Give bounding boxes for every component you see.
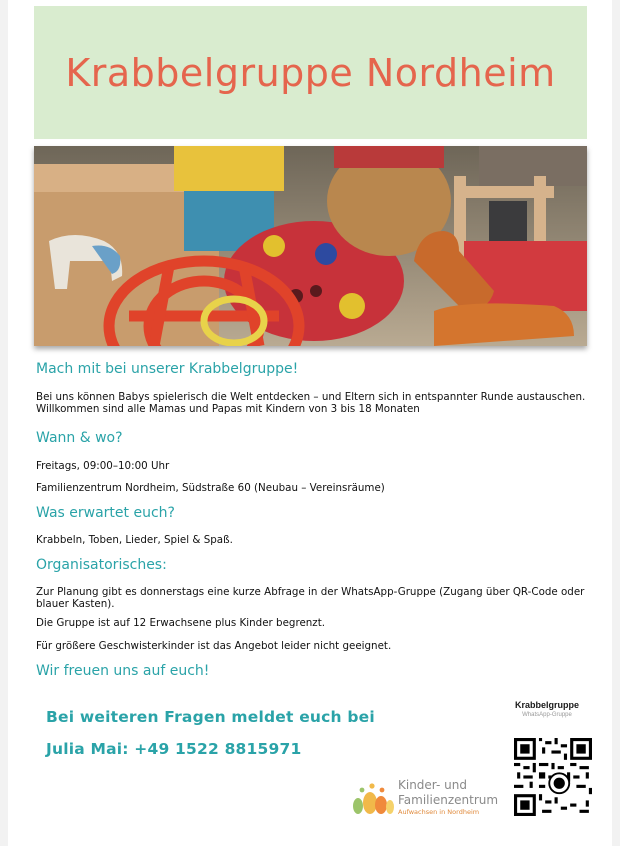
when-where-heading: Wann & wo? [36,430,123,446]
organization-heading: Organisatorisches: [36,557,167,573]
logo-line-1: Kinder- und [398,778,467,792]
flyer-page [8,0,612,846]
toys-photo [34,146,587,346]
page-title: Krabbelgruppe Nordheim [65,50,556,95]
logo-line-2: Familienzentrum [398,793,499,807]
title-banner [34,6,587,139]
intro-heading: Mach mit bei unserer Krabbelgruppe! [36,361,299,377]
closing-text: Wir freuen uns auf euch! [36,663,210,679]
expect-text: Krabbeln, Toben, Lieder, Spiel & Spaß. [36,534,233,546]
qr-title: Krabbelgruppe [514,700,579,710]
contact-phone[interactable]: Julia Mai: +49 1522 8815971 [46,740,302,758]
expect-heading: Was erwartet euch? [36,505,175,521]
where-place: Familienzentrum Nordheim, Südstraße 60 (Neubau – Vereinsräume) [36,482,385,494]
when-time: Freitags, 09:00–10:00 Uhr [36,460,170,472]
intro-text: Bei uns können Babys spielerisch die Welt entdecken – und Eltern sich in entspannter Runde austauschen. Willkommen sind alle Mamas und Papas mit Kindern von 3 bis 18 Monaten [36,391,586,415]
logo-tagline: Aufwachsen in Nordheim [398,808,480,816]
contact-line-1: Bei weiteren Fragen meldet euch bei [46,708,375,726]
whatsapp-qr-code[interactable] [514,738,592,816]
organization-text-3: Für größere Geschwisterkinder ist das Angebot leider nicht geeignet. [36,640,392,652]
qr-subtitle: WhatsApp-Gruppe [522,712,572,718]
organization-text-2: Die Gruppe ist auf 12 Erwachsene plus Kinder begrenzt. [36,617,326,629]
organization-text-1: Zur Planung gibt es donnerstags eine kurze Abfrage in der WhatsApp-Gruppe (Zugang über QR-Code oder blauer Kasten). [36,586,585,610]
